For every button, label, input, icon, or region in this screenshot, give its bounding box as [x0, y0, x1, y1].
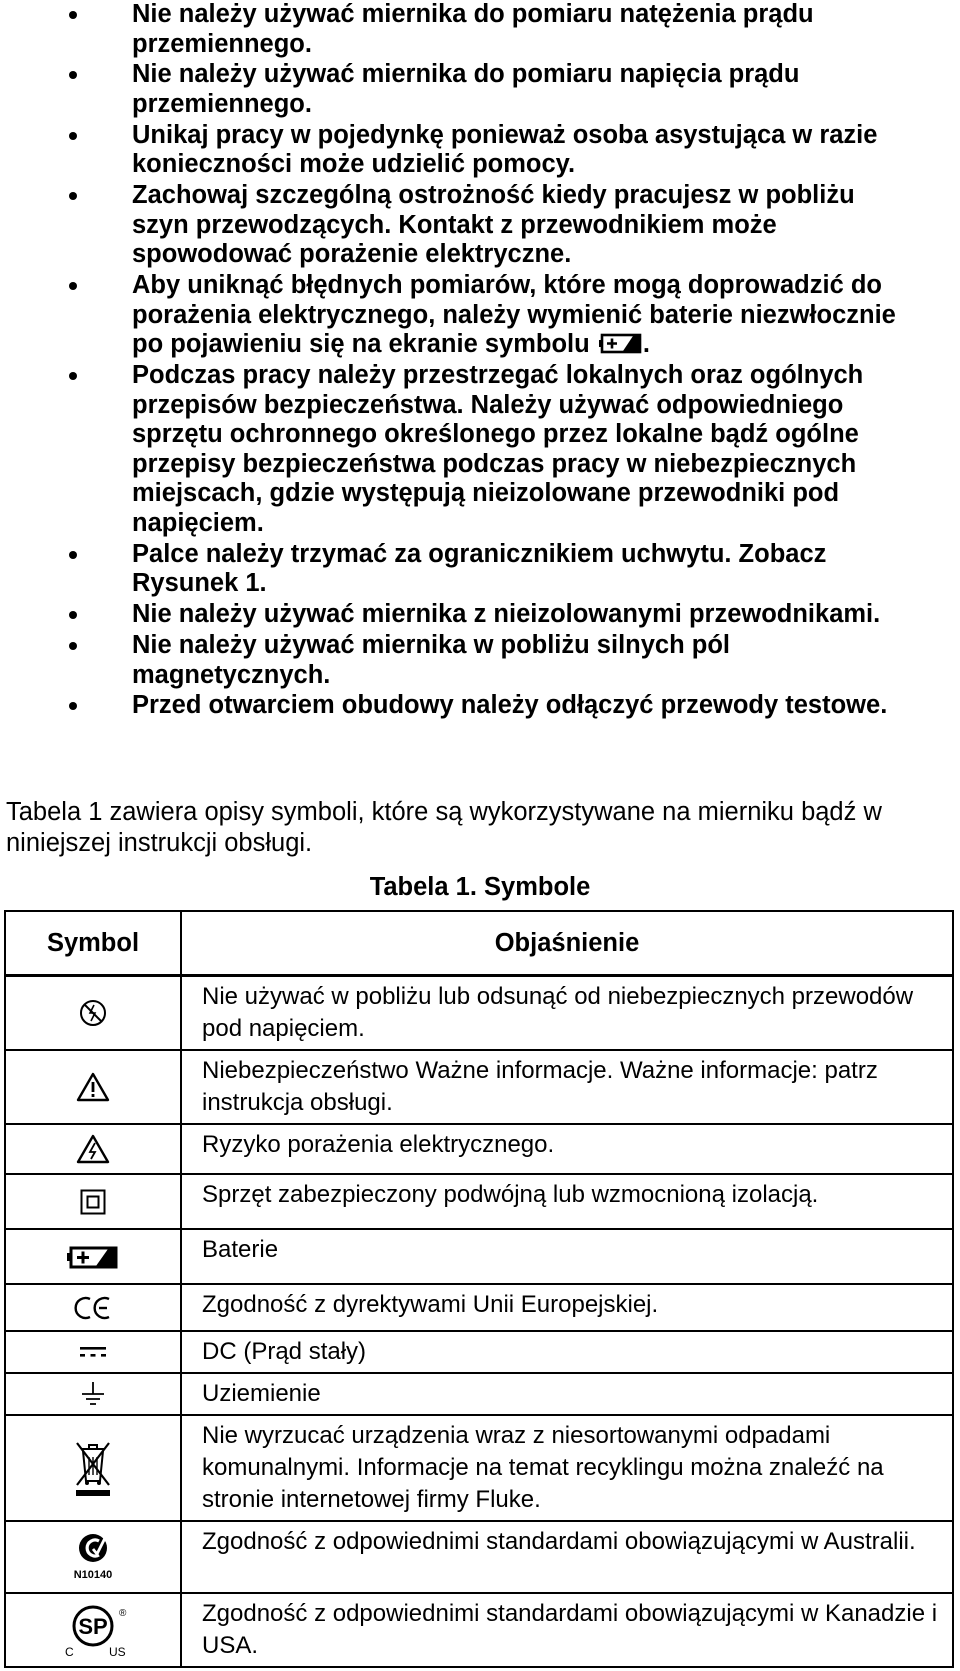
- registered-mark: ®: [119, 1608, 127, 1619]
- symbol-description: Nie wyrzucać urządzenia wraz z niesortowanymi odpadami komunalnymi. Informacje na temat recyklingu można znaleźć na stronie internetowej firmy Fluke.: [181, 1415, 953, 1521]
- table-row: [5, 1050, 953, 1124]
- symbols-table: [4, 910, 954, 1668]
- table-header-row: [5, 911, 953, 976]
- bullet-dot: [69, 551, 77, 559]
- list-item: Palce należy trzymać za ogranicznikiem uchwytu. Zobacz Rysunek 1.: [0, 540, 960, 599]
- symbol-description: Baterie: [181, 1229, 953, 1284]
- bullet-dot: [69, 611, 77, 619]
- csa-icon: [43, 1602, 143, 1658]
- symbol-description: Zgodność z odpowiednimi standardami obowiązującymi w Kanadzie i USA.: [181, 1593, 953, 1667]
- dc-icon: [78, 1344, 108, 1360]
- bullet-dot: [69, 702, 77, 710]
- csa-c-label: C: [65, 1645, 74, 1658]
- symbol-description: Ryzyko porażenia elektrycznego.: [181, 1124, 953, 1174]
- bullet-dot: [69, 11, 77, 19]
- list-item: Przed otwarciem obudowy należy odłączyć przewody testowe.: [0, 691, 960, 721]
- safety-warnings-list: [0, 0, 960, 722]
- symbol-description: Uziemienie: [181, 1373, 953, 1415]
- no-live-conductor-icon: [78, 998, 108, 1028]
- table-row: [5, 1124, 953, 1174]
- list-item: Zachowaj szczególną ostrożność kiedy pracujesz w pobliżu szyn przewodzących. Kontakt z przewodnikiem może spowodować porażenie elektryczne.: [0, 181, 960, 270]
- ground-icon: [78, 1380, 108, 1408]
- bullet-dot: [69, 132, 77, 140]
- symbol-description: Niebezpieczeństwo Ważne informacje. Ważne informacje: patrz instrukcja obsługi.: [181, 1050, 953, 1124]
- intro-paragraph: Tabela 1 zawiera opisy symboli, które są wykorzystywane na mierniku bądź w niniejszej instrukcji obsługi.: [6, 798, 882, 857]
- table-row: [5, 1284, 953, 1331]
- symbol-description: DC (Prąd stały): [181, 1331, 953, 1373]
- symbol-description: Sprzęt zabezpieczony podwójną lub wzmocnioną izolacją.: [181, 1174, 953, 1229]
- battery-icon: [67, 1244, 119, 1270]
- column-header-symbol: Symbol: [5, 911, 181, 976]
- ce-mark-icon: [73, 1295, 113, 1321]
- table-row: [5, 1415, 953, 1521]
- double-insulation-icon: [80, 1189, 106, 1215]
- table-row: [5, 1229, 953, 1284]
- bullet-dot: [69, 71, 77, 79]
- table-row: [5, 1174, 953, 1229]
- bullet-dot: [69, 642, 77, 650]
- table-row: [5, 976, 953, 1051]
- list-item: Podczas pracy należy przestrzegać lokalnych oraz ogólnych przepisów bezpieczeństwa. Należy używać odpowiedniego sprzętu ochronnego określonego przez lokalne bądź ogólne przepisy bezpieczeństwa podczas pracy w niebezpiecznych miejscach, gdzie występują nieizolowane przewodniki pod napięciem.: [0, 361, 960, 539]
- battery-icon: [599, 331, 643, 355]
- list-item: Unikaj pracy w pojedynkę ponieważ osoba asystująca w razie konieczności może udzielić pomocy.: [0, 121, 960, 180]
- list-item: Nie należy używać miernika do pomiaru napięcia prądu przemiennego.: [0, 60, 960, 119]
- list-item: Nie należy używać miernika z nieizolowanymi przewodnikami.: [0, 600, 960, 630]
- table-caption: Tabela 1. Symbole: [369, 873, 591, 901]
- csa-letters: SP: [78, 1614, 108, 1639]
- list-item: Aby uniknąć błędnych pomiarów, które mogą doprowadzić do porażenia elektrycznego, należy wymienić baterie niezwłocznie po pojawieniu się na ekranie symbolu .: [0, 271, 960, 360]
- shock-hazard-icon: [76, 1134, 110, 1164]
- list-item: Nie należy używać miernika w pobliżu silnych pól magnetycznych.: [0, 631, 960, 690]
- bullet-dot: [69, 282, 77, 290]
- symbol-description: Zgodność z odpowiednimi standardami obowiązującymi w Australii.: [181, 1521, 953, 1593]
- weee-bin-icon: [73, 1437, 113, 1499]
- c-tick-code: N10140: [73, 1569, 113, 1581]
- table-row: [5, 1373, 953, 1415]
- csa-us-label: US: [109, 1645, 126, 1658]
- table-row: [5, 1331, 953, 1373]
- symbol-description: Nie używać w pobliżu lub odsunąć od niebezpiecznych przewodów pod napięciem.: [181, 976, 953, 1051]
- bullet-dot: [69, 192, 77, 200]
- list-item: Nie należy używać miernika do pomiaru natężenia prądu przemiennego.: [0, 0, 960, 59]
- table-row: [5, 1521, 953, 1593]
- column-header-explanation: Objaśnienie: [181, 911, 953, 976]
- bullet-dot: [69, 372, 77, 380]
- c-tick-icon: [53, 1532, 133, 1582]
- symbol-description: Zgodność z dyrektywami Unii Europejskiej.: [181, 1284, 953, 1331]
- table-row: [5, 1593, 953, 1667]
- warning-icon: [76, 1072, 110, 1102]
